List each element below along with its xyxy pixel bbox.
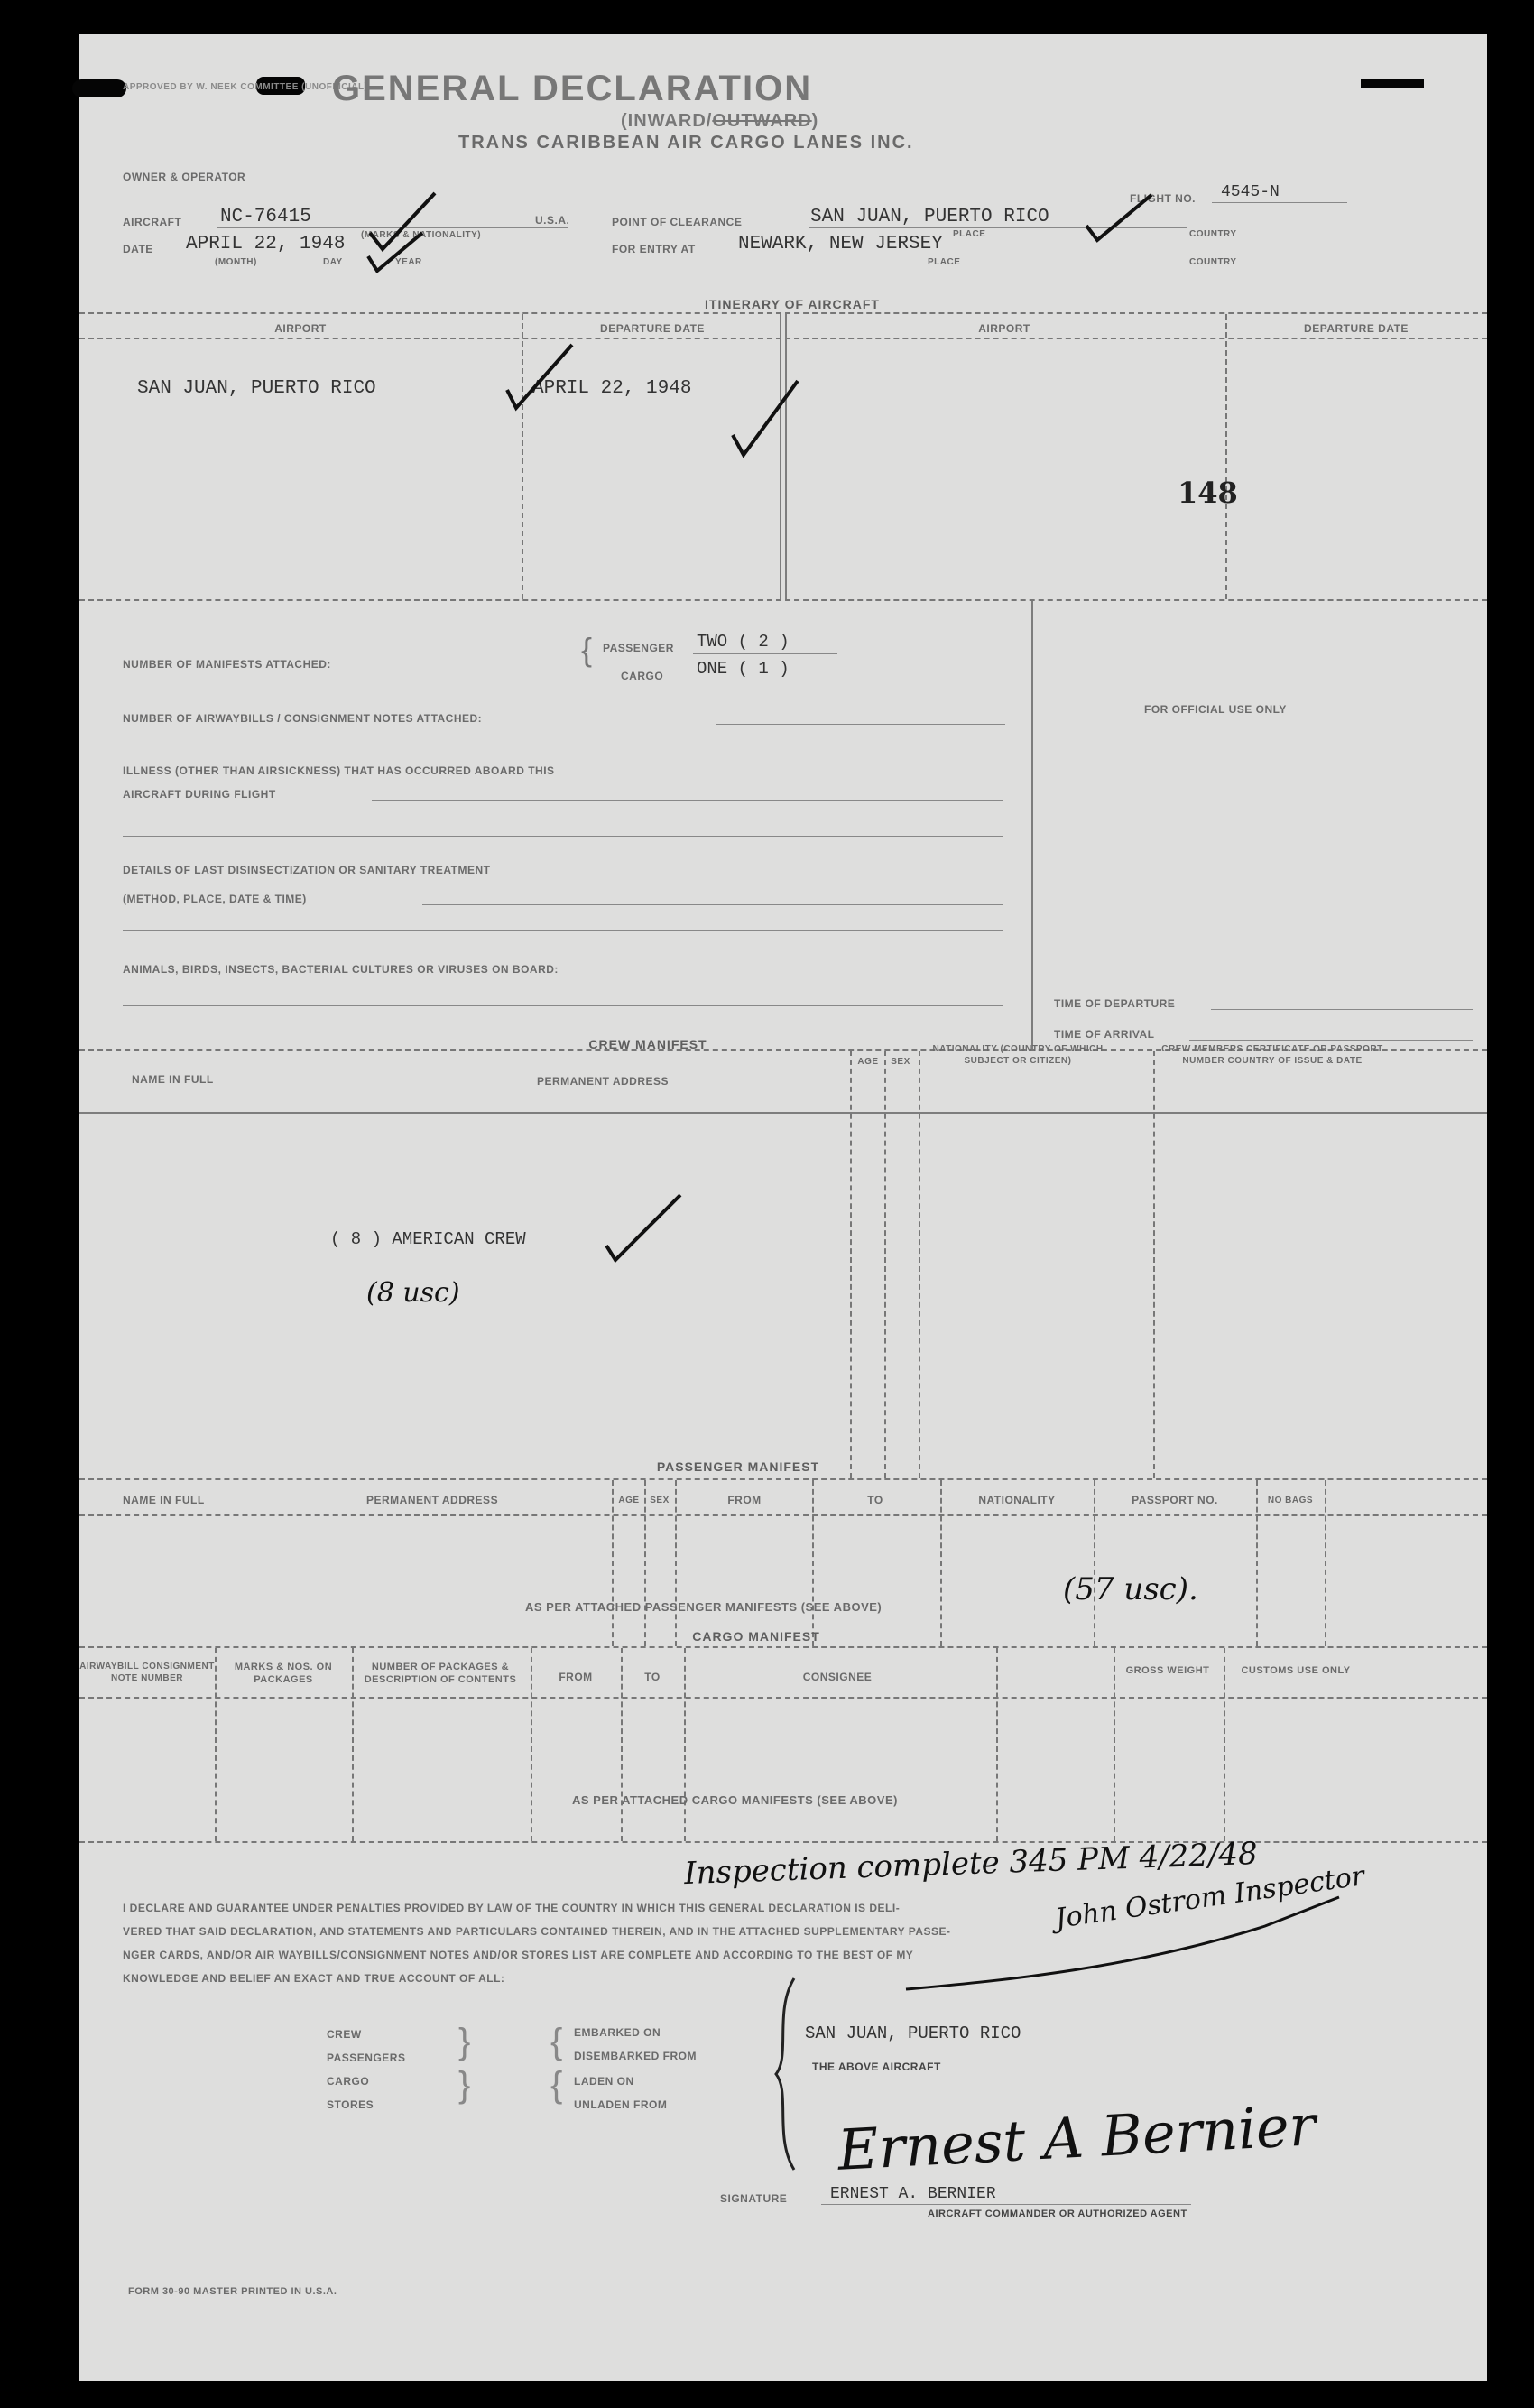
cargo-header-from: FROM (559, 1671, 593, 1683)
date-label: DATE (123, 243, 153, 255)
check-mark-icon (1083, 190, 1155, 244)
footer-above-aircraft: THE ABOVE AIRCRAFT (812, 2061, 941, 2073)
entry-country-label: COUNTRY (1189, 257, 1237, 267)
flight-label: FLIGHT NO. (1130, 192, 1196, 205)
declaration-line-2: VERED THAT SAID DECLARATION, AND STATEMENTS AND PARTICULARS CONTAINED THEREIN, AND IN THE ATTACHED SUPPLEMENTARY PASSE- (123, 1925, 951, 1938)
page-title: GENERAL DECLARATION (332, 69, 813, 108)
entry-place-label: PLACE (928, 257, 961, 267)
redaction-mark-right (1361, 79, 1424, 88)
illness-label-line2: AIRCRAFT DURING FLIGHT (123, 788, 276, 801)
clearance-country-label: COUNTRY (1189, 229, 1237, 239)
approval-note: APPROVED BY W. NEEK COMMITTEE (UNOFFICIAL) (123, 82, 368, 92)
date-day-label: DAY (323, 257, 343, 267)
cargo-header-weight: GROSS WEIGHT (1125, 1665, 1210, 1676)
manifests-label: NUMBER OF MANIFESTS ATTACHED: (123, 658, 331, 671)
date-value: APRIL 22, 1948 (186, 234, 346, 255)
declaration-form: APPROVED BY W. NEEK COMMITTEE (UNOFFICIAL) GENERAL DECLARATION (INWARD/OUTWARD) TRANS CARIBBEAN AIR CARGO LANES INC. OWNER & OPERATOR AIRCRAFT NC-76415 (MARKS & NATIONALITY) U.S.A. DATE APRIL 22, 1948 (MONTH) DAY YEAR POINT OF CLEARANCE SAN JUAN, PUERTO RICO PLACE COUNTRY FOR ENTRY AT NEWARK, NEW JERSEY PLACE COUNTRY FLIGHT NO. 4545-N ITINERARY OF AIRCRAFT AIRPORT DEPARTURE DATE AIRPORT DEPARTURE DATE SAN JUAN, PUERTO RICO APRIL 22, 1948 148 NUMBER OF MANIFESTS ATTACHED: { PASSENGER TWO ( 2 ) CARGO ONE ( 1 ) NUMBER OF AIRWAYBILLS / CONSIGNMENT NOTES ATTACHED: ILLNESS (OTHER THAN AIRSICKNESS) THAT HAS OCCURRED ABOARD THIS AIRCRAFT DURING FLIGHT DETAILS OF LAST DISINSECTIZATION OR SANITARY TREATMENT (METHOD, PLACE, DATE & TIME) ANIMALS, BIRDS, INSECTS, BACTERIAL CULTURES OR VIRUSES ON BOARD: FOR OFFICIAL USE ONLY TIME OF DEPARTURE TIME OF ARRIVAL CREW MANIFEST NAME IN FULL PERMANENT ADDRESS AGE SEX NATIONALITY (COUNTRY OF WHICH SUBJECT OR CITIZEN) CREW MEMBERS CERTIFICATE OR PASSPORT NUMBER COUNTRY OF ISSUE & DATE ( 8 ) AMERICAN CREW (8 usc) PASSENGER MANIFEST NAME IN FULL PERMANENT ADDRESS AGE SEX FROM TO NATIONALITY PASSPORT NO. NO BAGS AS PER ATTACHED PASSENGER MANIFESTS (SEE ABOVE) (57 usc). CARGO MANIFEST AIRWAYBILL CONSIGNMENT NOTE NUMBER MARKS & NOS. ON PACKAGES NUMBER OF PACKAGES & DESCRIPTION OF CONTENTS FROM TO CONSIGNEE GROSS WEIGHT CUSTOMS USE ONLY AS PER ATTACHED CARGO MANIFESTS (SEE ABOVE) Inspection complete 345 PM 4/22/48 I DECLARE AND GUARANTEE UNDER PENALTIES PROVIDED BY LAW OF THE COUNTRY IN WHICH THIS GENERAL DECLARATION IS DELI- VERED THAT SAID DECLARATION, AND STATEMENTS AND PARTICULARS CONTAINED THEREIN, AND IN THE ATTACHED SUPPLEMENTARY PASSE- NGER CARDS, AND/OR AIR WAYBILLS/CONSIGNMENT NOTES AND/OR STORES LIST ARE COMPLETE AND ACCORDING TO THE BEST OF MY KNOWLEDGE AND BELIEF AN EXACT AND TRUE ACCOUNT OF ALL: John Ostrom Inspector CREW PASSENGERS CARGO STORES } } { { EMBARKED ON DISEMBARKED FROM LADEN ON UNLADEN FROM SAN JUAN, PUERTO RICO THE ABOVE AIRCRAFT SIGNATURE ERNEST A. BERNIER AIRCRAFT COMMANDER OR AUTHORIZED AGENT Ernest A Bernier FORM 30-90 MASTER PRINTED IN U.S.A. (79, 34, 1487, 2381)
check-mark-icon (504, 341, 576, 413)
itinerary-title: ITINERARY OF AIRCRAFT (705, 297, 880, 311)
cargo-header-to: TO (644, 1671, 661, 1683)
passenger-manifest-title: PASSENGER MANIFEST (656, 1459, 820, 1474)
passenger-header-from: FROM (727, 1494, 762, 1506)
direction-inward: (INWARD/ (621, 111, 713, 131)
cargo-count-label: CARGO (621, 670, 664, 682)
animals-label: ANIMALS, BIRDS, INSECTS, BACTERIAL CULTURES OR VIRUSES ON BOARD: (123, 963, 559, 976)
direction-close: ) (811, 111, 819, 131)
passenger-header-nationality: NATIONALITY (978, 1494, 1056, 1506)
passenger-header-bags: NO BAGS (1267, 1496, 1314, 1505)
passenger-handwritten-note: (57 usc). (1063, 1571, 1198, 1607)
passenger-header-passport: PASSPORT NO. (1132, 1494, 1218, 1506)
check-mark-icon (729, 377, 801, 458)
footer-middle-disembarked: DISEMBARKED FROM (574, 2050, 697, 2062)
aircraft-nationality: U.S.A. (535, 214, 570, 227)
owner-operator-label: OWNER & OPERATOR (123, 171, 246, 183)
crew-header-name: NAME IN FULL (132, 1073, 214, 1086)
itinerary-header-airport-2: AIRPORT (978, 322, 1030, 335)
signature-name: ERNEST A. BERNIER (830, 2185, 996, 2203)
aircraft-sub-label: (MARKS & NATIONALITY) (361, 230, 482, 240)
check-mark-icon (365, 229, 428, 274)
footer-middle-embarked: EMBARKED ON (574, 2026, 661, 2039)
aircraft-label: AIRCRAFT (123, 216, 182, 228)
entry-label: FOR ENTRY AT (612, 243, 696, 255)
cargo-header-marks: MARKS & NOS. ON PACKAGES (234, 1662, 333, 1686)
itinerary-header-date-2: DEPARTURE DATE (1304, 322, 1409, 335)
footer-place: SAN JUAN, PUERTO RICO (805, 2024, 1021, 2043)
cargo-header-packages: NUMBER OF PACKAGES & DESCRIPTION OF CONTENTS (364, 1662, 517, 1686)
cargo-header-customs: CUSTOMS USE ONLY (1241, 1665, 1351, 1676)
airwaybills-label: NUMBER OF AIRWAYBILLS / CONSIGNMENT NOTES ATTACHED: (123, 712, 483, 725)
direction-outward-struck: OUTWARD (712, 111, 812, 131)
redaction-mark-left (72, 79, 126, 97)
clearance-value: SAN JUAN, PUERTO RICO (810, 207, 1049, 227)
disinsection-label-line1: DETAILS OF LAST DISINSECTIZATION OR SANITARY TREATMENT (123, 864, 491, 876)
footer-left-passengers: PASSENGERS (327, 2051, 406, 2064)
flight-value: 4545-N (1221, 183, 1280, 201)
passenger-count-label: PASSENGER (603, 642, 674, 654)
clearance-label: POINT OF CLEARANCE (612, 216, 743, 228)
declaration-line-4: KNOWLEDGE AND BELIEF AN EXACT AND TRUE ACCOUNT OF ALL: (123, 1972, 505, 1985)
passenger-count-value: TWO ( 2 ) (697, 632, 790, 652)
inspector-flourish (901, 1894, 1352, 2002)
footer-brace (767, 1975, 803, 2173)
illness-label-line1: ILLNESS (OTHER THAN AIRSICKNESS) THAT HAS OCCURRED ABOARD THIS (123, 764, 555, 777)
itinerary-header-date-1: DEPARTURE DATE (600, 322, 705, 335)
aircraft-value: NC-76415 (220, 207, 311, 227)
crew-header-sex: SEX (891, 1057, 910, 1067)
footer-left-crew: CREW (327, 2028, 362, 2041)
footer-middle-laden: LADEN ON (574, 2075, 634, 2088)
crew-header-nationality: NATIONALITY (COUNTRY OF WHICH SUBJECT OR CITIZEN) (932, 1044, 1104, 1066)
disinsection-label-line2: (METHOD, PLACE, DATE & TIME) (123, 893, 307, 905)
inspection-note: Inspection complete 345 PM 4/22/48 (683, 1835, 1259, 1893)
form-number: FORM 30-90 MASTER PRINTED IN U.S.A. (128, 2286, 337, 2297)
direction-label (621, 112, 818, 130)
signature-role: AIRCRAFT COMMANDER OR AUTHORIZED AGENT (928, 2209, 1187, 2219)
handwritten-signature: Ernest A Bernier (836, 2092, 1317, 2183)
cargo-header-airwaybill: AIRWAYBILL CONSIGNMENT NOTE NUMBER (79, 1662, 215, 1683)
footer-middle-unladen: UNLADEN FROM (574, 2098, 668, 2111)
crew-entry: ( 8 ) AMERICAN CREW (330, 1229, 526, 1249)
itinerary-airport: SAN JUAN, PUERTO RICO (137, 378, 376, 399)
crew-header-address: PERMANENT ADDRESS (536, 1075, 670, 1088)
clearance-place-label: PLACE (953, 229, 986, 239)
time-of-arrival-label: TIME OF ARRIVAL (1054, 1028, 1155, 1041)
time-of-departure-label: TIME OF DEPARTURE (1054, 997, 1176, 1010)
itinerary-header-airport-1: AIRPORT (274, 322, 327, 335)
page-number: 148 (1178, 476, 1238, 510)
crew-header-certificate: CREW MEMBERS CERTIFICATE OR PASSPORT NUMBER COUNTRY OF ISSUE & DATE (1161, 1044, 1383, 1066)
operator-name: TRANS CARIBBEAN AIR CARGO LANES INC. (458, 133, 914, 153)
passenger-header-name: NAME IN FULL (123, 1494, 205, 1506)
crew-header-age: AGE (857, 1057, 879, 1067)
passenger-header-sex: SEX (650, 1496, 670, 1505)
declaration-line-1: I DECLARE AND GUARANTEE UNDER PENALTIES PROVIDED BY LAW OF THE COUNTRY IN WHICH THIS GENERAL DECLARATION IS DELI- (123, 1902, 901, 1914)
date-month-label: (MONTH) (215, 257, 257, 267)
cargo-manifest-title: CARGO MANIFEST (692, 1629, 820, 1644)
inspector-signature: John Ostrom Inspector (1053, 1860, 1367, 1935)
crew-handwritten-note: (8 usc) (366, 1277, 460, 1309)
cargo-count-value: ONE ( 1 ) (697, 659, 790, 679)
crew-manifest-title: CREW MANIFEST (588, 1037, 707, 1051)
passenger-header-to: TO (867, 1494, 883, 1506)
footer-left-stores: STORES (327, 2098, 374, 2111)
itinerary-departure-date: APRIL 22, 1948 (532, 378, 692, 399)
official-use-label: FOR OFFICIAL USE ONLY (1144, 703, 1287, 716)
date-year-label: YEAR (395, 257, 422, 267)
declaration-line-3: NGER CARDS, AND/OR AIR WAYBILLS/CONSIGNMENT NOTES AND/OR STORES LIST ARE COMPLETE AND ACCORDING TO THE BEST OF MY (123, 1949, 914, 1961)
cargo-header-consignee: CONSIGNEE (802, 1671, 873, 1683)
signature-label: SIGNATURE (720, 2192, 788, 2205)
cargo-entry: AS PER ATTACHED CARGO MANIFESTS (SEE ABOVE) (572, 1793, 898, 1807)
entry-value: NEWARK, NEW JERSEY (738, 234, 943, 255)
footer-left-cargo: CARGO (327, 2075, 370, 2088)
passenger-header-age: AGE (618, 1496, 640, 1505)
passenger-entry: AS PER ATTACHED PASSENGER MANIFESTS (SEE ABOVE) (525, 1600, 883, 1614)
check-mark-icon (603, 1191, 684, 1264)
passenger-header-address: PERMANENT ADDRESS (366, 1494, 499, 1506)
